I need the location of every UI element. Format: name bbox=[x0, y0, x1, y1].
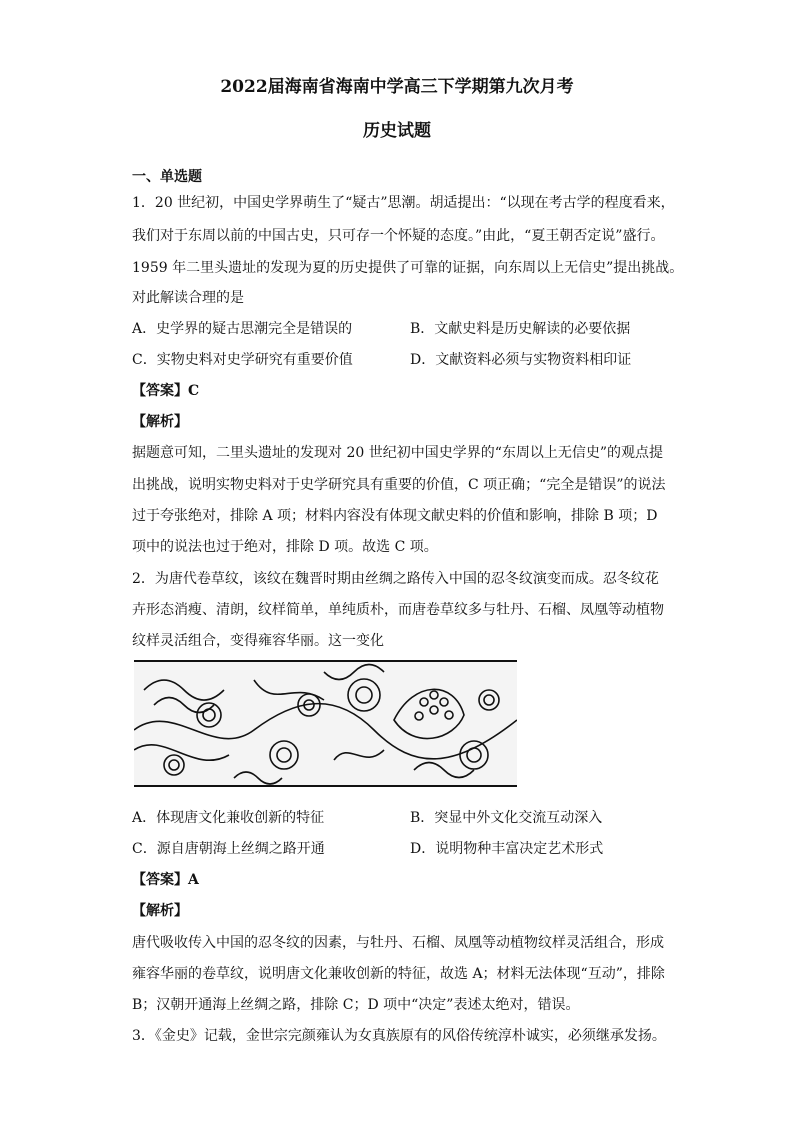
q1-analysis-label: 【解析】 bbox=[132, 414, 188, 430]
q1-stem-line: 1959 年二里头遗址的发现为夏的历史提供了可靠的证据，向东周以上无信史”提出挑战。 bbox=[132, 260, 684, 276]
q2-analysis-line: 唐代吸收传入中国的忍冬纹的因素，与牡丹、石榴、凤凰等动植物纹样灵活组合，形成 bbox=[132, 935, 664, 951]
q2-stem-line: 2．为唐代卷草纹，该纹在魏晋时期由丝绸之路传入中国的忍冬纹演变而成。忍冬纹花 bbox=[132, 571, 659, 587]
q1-analysis-line: 出挑战，说明实物史料对于史学研究具有重要的价值，C 项正确；“完全是错误”的说法 bbox=[132, 477, 666, 493]
q1-stem-line: 我们对于东周以前的中国古史，只可存一个怀疑的态度。”由此，“夏王朝否定说”盛行。 bbox=[132, 228, 665, 244]
q2-stem-line: 卉形态消瘦、清朗，纹样简单，单纯质朴，而唐卷草纹多与牡丹、石榴、凤凰等动植物 bbox=[132, 602, 664, 618]
q2-option-b: B．突显中外文化交流互动深入 bbox=[410, 810, 603, 826]
q3-stem-line: 3．《金史》记载，金世宗完颜雍认为女真族原有的风俗传统淳朴诚实，必须继承发扬。 bbox=[132, 1028, 666, 1044]
q1-option-c: C．实物史料对史学研究有重要价值 bbox=[132, 352, 353, 368]
q1-option-d: D．文献资料必须与实物资料相印证 bbox=[410, 352, 632, 368]
q2-analysis-line: B；汉朝开通海上丝绸之路，排除 C；D 项中“决定”表述太绝对，错误。 bbox=[132, 997, 580, 1013]
q2-option-c: C．源自唐朝海上丝绸之路开通 bbox=[132, 841, 325, 857]
exam-title: 2022届海南省海南中学高三下学期第九次月考 bbox=[220, 77, 574, 97]
q1-option-a: A．史学界的疑古思潮完全是错误的 bbox=[132, 321, 353, 337]
q1-option-b: B．文献史料是历史解读的必要依据 bbox=[410, 321, 631, 337]
q1-stem-line: 对此解读合理的是 bbox=[132, 290, 244, 306]
exam-subtitle: 历史试题 bbox=[363, 121, 431, 141]
section-heading: 一、单选题 bbox=[132, 169, 202, 185]
q1-analysis-line: 据题意可知，二里头遗址的发现对 20 世纪初中国史学界的“东周以上无信史”的观点提 bbox=[132, 445, 664, 461]
q2-stem-line: 纹样灵活组合，变得雍容华丽。这一变化 bbox=[132, 633, 384, 649]
q2-option-d: D．说明物种丰富决定艺术形式 bbox=[410, 841, 604, 857]
q1-stem-line: 1．20 世纪初，中国史学界萌生了“疑古”思潮。胡适提出：“以现在考古学的程度看来， bbox=[132, 195, 675, 211]
q1-answer: 【答案】C bbox=[132, 383, 200, 399]
q2-analysis-label: 【解析】 bbox=[132, 903, 188, 919]
q1-analysis-line: 项中的说法也过于绝对，排除 D 项。故选 C 项。 bbox=[132, 539, 438, 555]
q2-analysis-line: 雍容华丽的卷草纹，说明唐文化兼收创新的特征，故选 A；材料无法体现“互动”，排除 bbox=[132, 966, 665, 982]
q1-analysis-line: 过于夸张绝对，排除 A 项；材料内容没有体现文献史料的价值和影响，排除 B 项；D bbox=[132, 508, 658, 524]
q2-option-a: A．体现唐文化兼收创新的特征 bbox=[132, 810, 325, 826]
tang-scroll-pattern-image bbox=[134, 660, 517, 787]
q2-answer: 【答案】A bbox=[132, 872, 199, 888]
